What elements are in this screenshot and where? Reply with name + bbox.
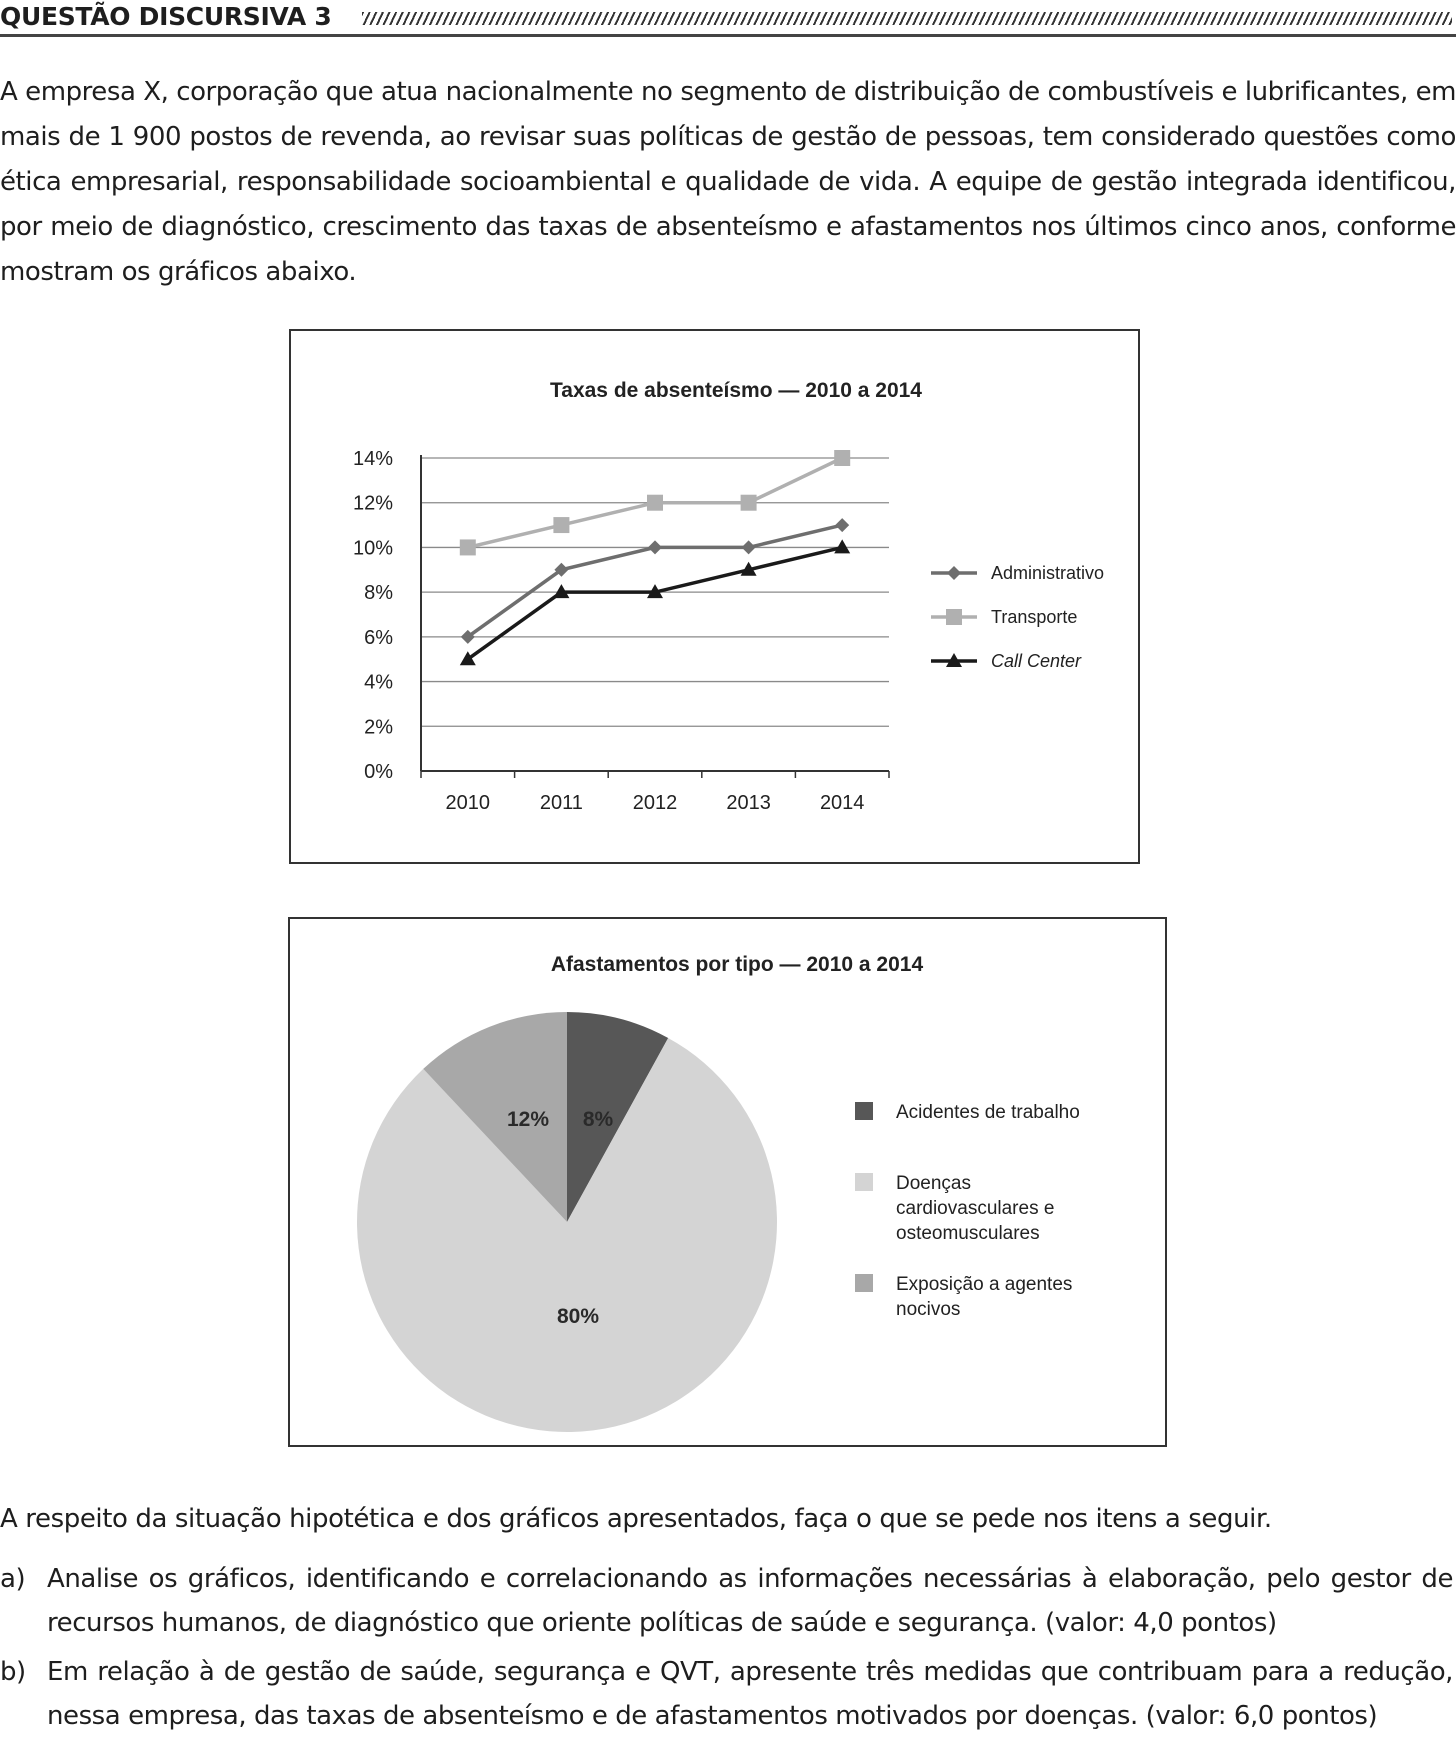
data-point <box>742 540 756 554</box>
data-point <box>835 518 849 532</box>
item-text: Analise os gráficos, identificando e correlacionando as informações necessárias à elaboração, pelo gestor de recursos humanos, de diagnóstico que oriente políticas de saúde e segurança. (valor: 4,0 pontos) <box>47 1564 1453 1638</box>
pie-chart-svg <box>290 919 1169 1449</box>
legend-swatch <box>855 1102 873 1120</box>
y-tick-label: 0% <box>364 761 393 783</box>
pie-slice-label: 12% <box>506 1108 550 1131</box>
absenteeism-line-chart <box>289 329 1140 864</box>
legend-label <box>896 1173 1054 1244</box>
legend-item <box>855 1102 1080 1123</box>
leave-types-pie-chart <box>288 917 1167 1447</box>
legend-item <box>931 607 1077 627</box>
x-tick-label: 2012 <box>632 792 678 814</box>
line-chart-title: Taxas de absenteísmo — 2010 a 2014 <box>550 379 922 402</box>
legend-label <box>896 1274 1072 1320</box>
item-letter: a) <box>0 1564 26 1594</box>
header-hatch-decoration <box>362 12 1452 25</box>
legend-label: Call Center <box>991 651 1082 671</box>
question-header <box>0 0 1456 40</box>
intro-paragraph: A empresa X, corporação que atua nacionalmente no segmento de distribuição de combustíveis e lubrificantes, em mais de 1 900 postos de revenda, ao revisar suas políticas de gestão de pessoas, tem considerado questões como ética empresarial, responsabilidade socioambiental e qualidade de vida. A equipe de gestão integrada identificou, por meio de diagnóstico, crescimento das taxas de absenteísmo e afastamentos nos últimos cinco anos, conforme mostram os gráficos abaixo. <box>0 77 1456 287</box>
legend-swatch <box>855 1274 873 1292</box>
y-tick-label: 2% <box>364 716 393 739</box>
legend-label-line: Acidentes de trabalho <box>896 1102 1080 1123</box>
legend-label: Administrativo <box>991 563 1105 583</box>
series-line <box>468 547 842 659</box>
y-tick-label: 4% <box>364 671 393 694</box>
line-chart-svg <box>291 331 1142 866</box>
data-point <box>647 495 663 511</box>
y-tick-label: 14% <box>352 448 393 470</box>
legend-item <box>931 651 1082 671</box>
pie-slice-label: 80% <box>556 1305 600 1328</box>
data-point <box>834 450 850 466</box>
item-text: Em relação à de gestão de saúde, segurança e QVT, apresente três medidas que contribuam para a redução, nessa empresa, das taxas de absenteísmo e de afastamentos motivados por doenças. (valor: 6,0 pontos) <box>47 1657 1453 1731</box>
data-point <box>648 540 662 554</box>
legend-label-line: osteomusculares <box>896 1223 1040 1244</box>
y-tick-label: 12% <box>352 492 393 515</box>
y-tick-label: 6% <box>364 626 393 649</box>
legend-marker <box>946 609 962 625</box>
x-tick-label: 2011 <box>539 792 583 814</box>
legend-item <box>855 1173 1054 1244</box>
data-point <box>460 539 476 555</box>
item-letter: b) <box>0 1657 26 1687</box>
legend-label-line: nocivos <box>896 1299 961 1320</box>
x-tick-label: 2013 <box>726 792 771 814</box>
x-tick-label: 2010 <box>445 792 491 814</box>
question-prompt: A respeito da situação hipotética e dos gráficos apresentados, faça o que se pede nos itens a seguir. <box>0 1504 1272 1534</box>
legend-label: Transporte <box>991 607 1078 627</box>
data-point <box>741 495 757 511</box>
legend-item <box>855 1274 1072 1320</box>
y-tick-label: 8% <box>364 582 393 605</box>
x-tick-label: 2014 <box>819 792 865 814</box>
header-rule <box>0 34 1456 37</box>
legend-label-line: Doenças <box>896 1173 971 1194</box>
data-point <box>834 539 850 553</box>
pie-chart-title: Afastamentos por tipo — 2010 a 2014 <box>550 953 924 976</box>
y-tick-label: 10% <box>352 537 393 560</box>
legend-swatch <box>855 1173 873 1191</box>
pie-slice-label: 8% <box>582 1108 614 1131</box>
question-title: QUESTÃO DISCURSIVA 3 <box>0 2 332 31</box>
legend-label-line: cardiovasculares e <box>896 1198 1055 1219</box>
legend-label <box>896 1102 1080 1123</box>
legend-label-line: Exposição a agentes <box>896 1274 1073 1295</box>
legend-marker <box>947 566 961 580</box>
data-point <box>553 517 569 533</box>
legend-item <box>931 563 1104 583</box>
